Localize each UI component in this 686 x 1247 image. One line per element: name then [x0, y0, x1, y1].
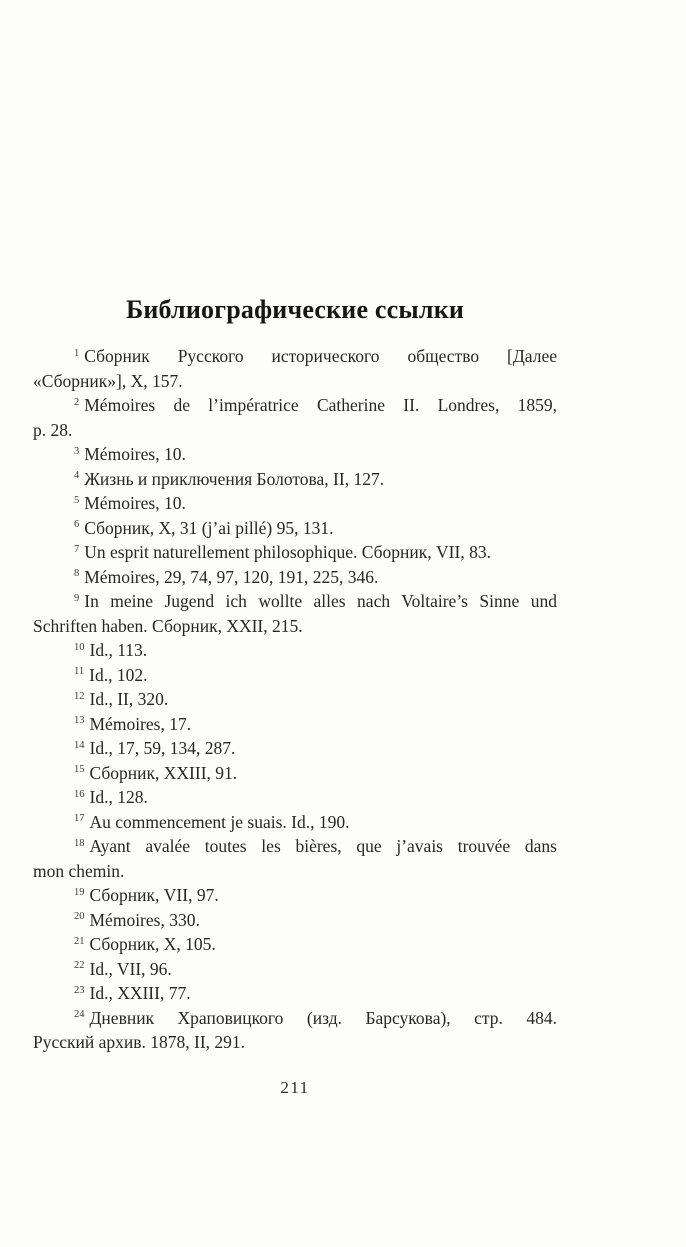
- footnote: [33, 540, 557, 565]
- footnote-line: «Сборник»], X, 157.: [33, 370, 183, 391]
- footnote-marker: 1: [74, 347, 80, 359]
- footnote-line: 24 Дневник Храповицкого (изд. Барсукова), стр. 484.: [74, 1007, 557, 1028]
- footnote: [33, 687, 557, 712]
- footnote-line: 8 Mémoires, 29, 74, 97, 120, 191, 225, 346.: [74, 566, 379, 587]
- footnote: [33, 565, 557, 590]
- footnote-marker: 20: [74, 911, 85, 922]
- footnote-marker: 3: [74, 445, 80, 457]
- footnote: [33, 442, 557, 467]
- footnote: [33, 638, 557, 663]
- footnote-line: 13 Mémoires, 17.: [74, 713, 192, 734]
- footnote-line: 14 Id., 17, 59, 134, 287.: [74, 738, 236, 758]
- footnote: [33, 957, 557, 982]
- footnote-marker: 9: [74, 592, 80, 604]
- footnote-line: 1 Сборник Русского исторического общество [Далее: [74, 346, 557, 366]
- footnote-marker: 4: [74, 470, 80, 481]
- footnote-marker: 19: [74, 886, 85, 898]
- footnote: [33, 1006, 557, 1055]
- footnote-line: 23 Id., XXIII, 77.: [74, 983, 191, 1003]
- footnote: [33, 761, 557, 786]
- footnote-line: 5 Mémoires, 10.: [74, 493, 186, 513]
- footnote-line: Schriften haben. Сборник, XXII, 215.: [33, 615, 303, 636]
- footnote: [33, 932, 557, 957]
- footnote-marker: 2: [74, 396, 80, 408]
- footnote-marker: 23: [74, 984, 85, 996]
- footnote-marker: 5: [74, 494, 80, 506]
- footnote-line: 10 Id., 113.: [74, 640, 148, 660]
- footnote-line: 22 Id., VII, 96.: [74, 958, 172, 979]
- footnote-line: 2 Mémoires de l’impératrice Catherine II. Londres, 1859,: [74, 395, 557, 415]
- footnote: [33, 883, 557, 908]
- footnote-line: 9 In meine Jugend ich wollte alles nach Voltaire’s Sinne und: [74, 591, 557, 611]
- footnote-marker: 7: [74, 543, 80, 555]
- footnote: [33, 589, 557, 638]
- footnote-line: p. 28.: [33, 419, 73, 440]
- footnote-marker: 24: [74, 1009, 85, 1020]
- page-number: 211: [280, 1078, 310, 1097]
- footnote-line: 19 Сборник, VII, 97.: [74, 885, 219, 905]
- footnote: [33, 467, 557, 492]
- footnote-marker: 14: [74, 739, 85, 751]
- footnotes-list: [33, 344, 557, 1055]
- footnote-line: 3 Mémoires, 10.: [74, 444, 186, 464]
- footnote: [33, 712, 557, 737]
- footnote-marker: 12: [74, 690, 85, 702]
- footnote-marker: 8: [74, 568, 80, 579]
- footnote-line: 7 Un esprit naturellement philosophique. Сборник, VII, 83.: [74, 542, 491, 562]
- footnote: [33, 663, 557, 688]
- footnote: [33, 344, 557, 393]
- footnote: [33, 810, 557, 835]
- footnote: [33, 834, 557, 883]
- footnote-line: 4 Жизнь и приключения Болотова, II, 127.: [74, 468, 385, 489]
- footnote-line: 21 Сборник, X, 105.: [74, 934, 216, 954]
- footnote: [33, 736, 557, 761]
- footnote-line: 16 Id., 128.: [74, 787, 148, 807]
- footnote-marker: 6: [74, 519, 80, 530]
- footnote-line: 6 Сборник, X, 31 (j’ai pillé) 95, 131.: [74, 517, 334, 538]
- footnote-marker: 22: [74, 960, 85, 971]
- footnote: [33, 516, 557, 541]
- footnote-marker: 11: [74, 666, 85, 677]
- footnote-line: 12 Id., II, 320.: [74, 689, 169, 709]
- footnote: [33, 908, 557, 933]
- footnote: [33, 393, 557, 442]
- page-title: Библиографические ссылки: [125, 295, 465, 324]
- footnote-line: 18 Ayant avalée toutes les bières, que j’avais trouvée dans: [74, 836, 557, 856]
- footnote-line: Русский архив. 1878, II, 291.: [33, 1032, 246, 1052]
- footnote-marker: 15: [74, 764, 85, 775]
- footnote-marker: 13: [74, 715, 85, 726]
- footnote: [33, 491, 557, 516]
- footnote: [33, 981, 557, 1006]
- footnote-line: 11 Id., 102.: [74, 664, 148, 685]
- footnote-marker: 18: [74, 837, 85, 849]
- footnote-line: mon chemin.: [33, 860, 125, 881]
- footnote-line: 15 Сборник, XXIII, 91.: [74, 762, 238, 783]
- footnote-line: 20 Mémoires, 330.: [74, 909, 200, 930]
- footnote-marker: 21: [74, 935, 85, 947]
- footnote-marker: 17: [74, 813, 85, 824]
- footnote-line: 17 Au commencement je suais. Id., 190.: [74, 811, 350, 832]
- footnote: [33, 785, 557, 810]
- text-block: [33, 294, 557, 1055]
- footnote-marker: 10: [74, 641, 85, 653]
- footnote-marker: 16: [74, 788, 85, 800]
